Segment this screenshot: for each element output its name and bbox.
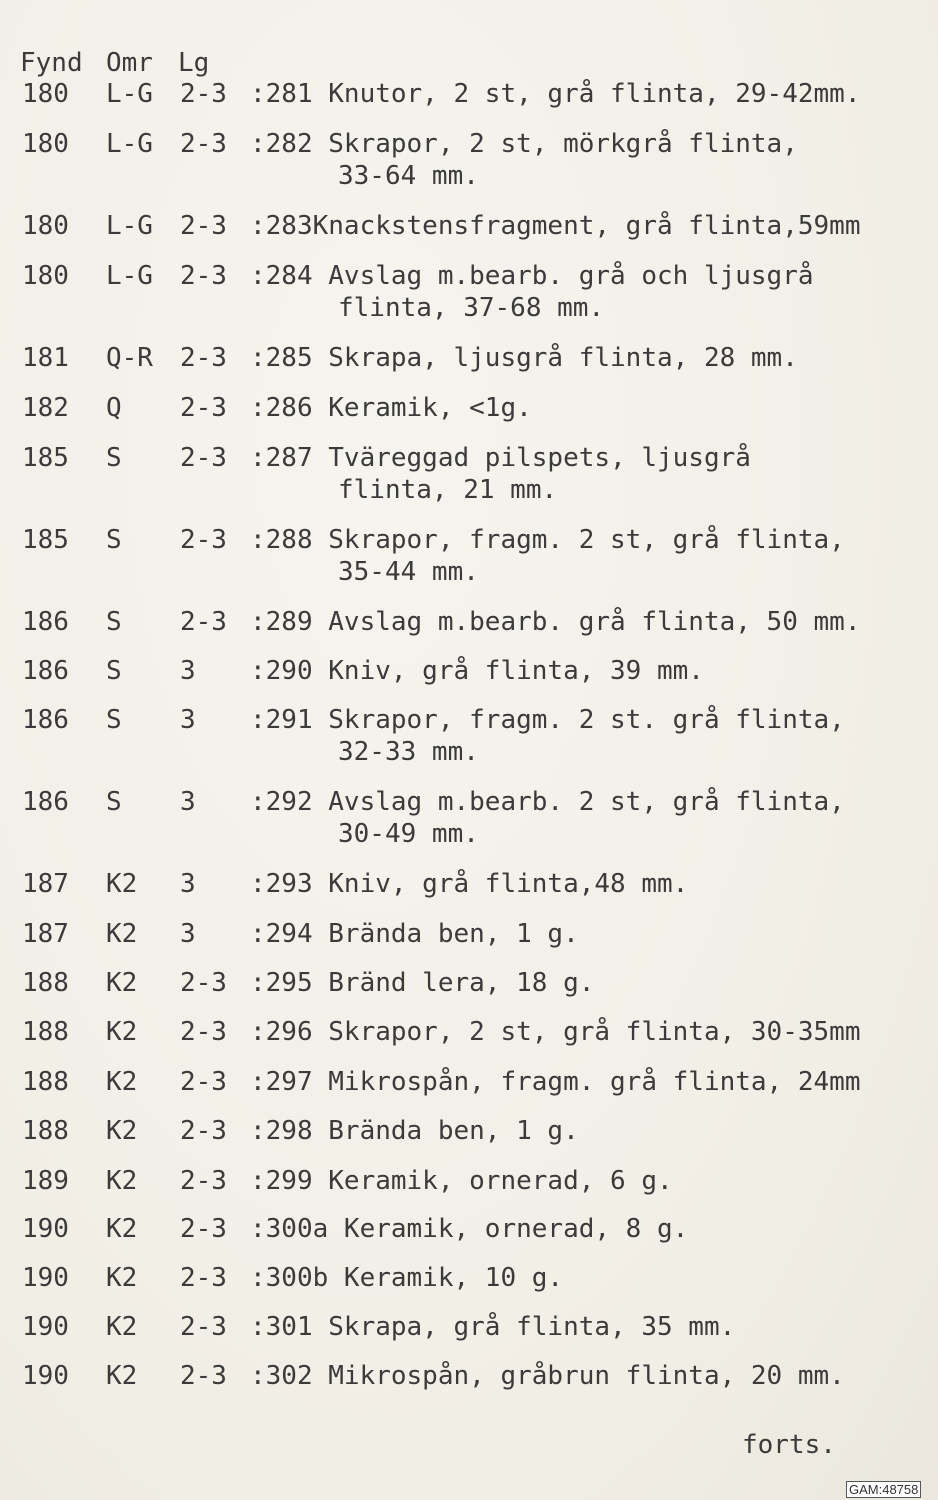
lager: 2-3: [180, 1214, 227, 1244]
omrade: Q-R: [106, 343, 153, 373]
description: :297 Mikrospån, fragm. grå flinta, 24mm: [250, 1067, 861, 1097]
description-continuation: 35-44 mm.: [338, 557, 479, 587]
fynd-number: 187: [22, 869, 69, 899]
omrade: K2: [106, 1214, 138, 1244]
omrade: L-G: [106, 211, 153, 241]
omrade: L-G: [106, 129, 153, 159]
description: :293 Kniv, grå flinta,48 mm.: [250, 869, 689, 899]
omrade: L-G: [106, 261, 153, 291]
fynd-number: 186: [22, 656, 69, 686]
omrade: K2: [106, 1017, 138, 1047]
fynd-number: 180: [22, 129, 69, 159]
description: :288 Skrapor, fragm. 2 st, grå flinta,: [250, 525, 845, 555]
description: :290 Kniv, grå flinta, 39 mm.: [250, 656, 704, 686]
description: :287 Tväreggad pilspets, ljusgrå: [250, 443, 751, 473]
fynd-number: 186: [22, 705, 69, 735]
fynd-number: 188: [22, 1017, 69, 1047]
lager: 2-3: [180, 1361, 227, 1391]
omrade: K2: [106, 1263, 138, 1293]
omrade: K2: [106, 1067, 138, 1097]
header-lg: Lg: [178, 48, 210, 78]
omrade: K2: [106, 869, 138, 899]
omrade: K2: [106, 1166, 138, 1196]
omrade: K2: [106, 919, 138, 949]
lager: 2-3: [180, 968, 227, 998]
header-fynd: Fynd: [20, 48, 83, 78]
description: :300a Keramik, ornerad, 8 g.: [250, 1214, 689, 1244]
fynd-number: 187: [22, 919, 69, 949]
fynd-number: 180: [22, 261, 69, 291]
continued-note: forts.: [742, 1430, 836, 1460]
lager: 2-3: [180, 129, 227, 159]
description: :282 Skrapor, 2 st, mörkgrå flinta,: [250, 129, 798, 159]
fynd-number: 185: [22, 525, 69, 555]
lager: 3: [180, 787, 196, 817]
omrade: K2: [106, 1116, 138, 1146]
fynd-number: 190: [22, 1312, 69, 1342]
description: :286 Keramik, <1g.: [250, 393, 532, 423]
omrade: S: [106, 705, 122, 735]
description-continuation: flinta, 21 mm.: [338, 475, 558, 505]
description: :284 Avslag m.bearb. grå och ljusgrå: [250, 261, 814, 291]
description-continuation: 30-49 mm.: [338, 819, 479, 849]
header-omr: Omr: [106, 48, 153, 78]
omrade: S: [106, 787, 122, 817]
lager: 3: [180, 869, 196, 899]
archive-stamp: GAM:48758: [846, 1481, 921, 1498]
lager: 2-3: [180, 1312, 227, 1342]
fynd-number: 189: [22, 1166, 69, 1196]
fynd-number: 188: [22, 1116, 69, 1146]
description: :281 Knutor, 2 st, grå flinta, 29-42mm.: [250, 79, 861, 109]
description: :302 Mikrospån, gråbrun flinta, 20 mm.: [250, 1361, 845, 1391]
lager: 3: [180, 656, 196, 686]
description: :292 Avslag m.bearb. 2 st, grå flinta,: [250, 787, 845, 817]
lager: 2-3: [180, 261, 227, 291]
fynd-number: 190: [22, 1214, 69, 1244]
lager: 2-3: [180, 443, 227, 473]
lager: 2-3: [180, 343, 227, 373]
description: :298 Brända ben, 1 g.: [250, 1116, 579, 1146]
fynd-number: 185: [22, 443, 69, 473]
lager: 2-3: [180, 211, 227, 241]
lager: 3: [180, 919, 196, 949]
fynd-number: 186: [22, 787, 69, 817]
lager: 2-3: [180, 79, 227, 109]
fynd-number: 180: [22, 211, 69, 241]
omrade: K2: [106, 1361, 138, 1391]
lager: 2-3: [180, 1017, 227, 1047]
fynd-number: 182: [22, 393, 69, 423]
lager: 3: [180, 705, 196, 735]
lager: 2-3: [180, 1263, 227, 1293]
omrade: S: [106, 443, 122, 473]
lager: 2-3: [180, 525, 227, 555]
omrade: S: [106, 656, 122, 686]
lager: 2-3: [180, 1067, 227, 1097]
fynd-number: 180: [22, 79, 69, 109]
omrade: S: [106, 607, 122, 637]
fynd-number: 188: [22, 968, 69, 998]
description: :300b Keramik, 10 g.: [250, 1263, 564, 1293]
description: :301 Skrapa, grå flinta, 35 mm.: [250, 1312, 736, 1342]
lager: 2-3: [180, 1116, 227, 1146]
description-continuation: 32-33 mm.: [338, 737, 479, 767]
fynd-number: 190: [22, 1361, 69, 1391]
lager: 2-3: [180, 393, 227, 423]
description: :291 Skrapor, fragm. 2 st. grå flinta,: [250, 705, 845, 735]
fynd-number: 186: [22, 607, 69, 637]
description-continuation: flinta, 37-68 mm.: [338, 293, 605, 323]
omrade: L-G: [106, 79, 153, 109]
fynd-number: 181: [22, 343, 69, 373]
description: :296 Skrapor, 2 st, grå flinta, 30-35mm: [250, 1017, 861, 1047]
description: :294 Brända ben, 1 g.: [250, 919, 579, 949]
omrade: K2: [106, 968, 138, 998]
description: :285 Skrapa, ljusgrå flinta, 28 mm.: [250, 343, 798, 373]
description: :299 Keramik, ornerad, 6 g.: [250, 1166, 673, 1196]
fynd-number: 188: [22, 1067, 69, 1097]
description: :295 Bränd lera, 18 g.: [250, 968, 595, 998]
omrade: S: [106, 525, 122, 555]
fynd-number: 190: [22, 1263, 69, 1293]
omrade: K2: [106, 1312, 138, 1342]
lager: 2-3: [180, 1166, 227, 1196]
description: :289 Avslag m.bearb. grå flinta, 50 mm.: [250, 607, 861, 637]
description: :283Knackstensfragment, grå flinta,59mm: [250, 211, 861, 241]
lager: 2-3: [180, 607, 227, 637]
omrade: Q: [106, 393, 122, 423]
description-continuation: 33-64 mm.: [338, 161, 479, 191]
